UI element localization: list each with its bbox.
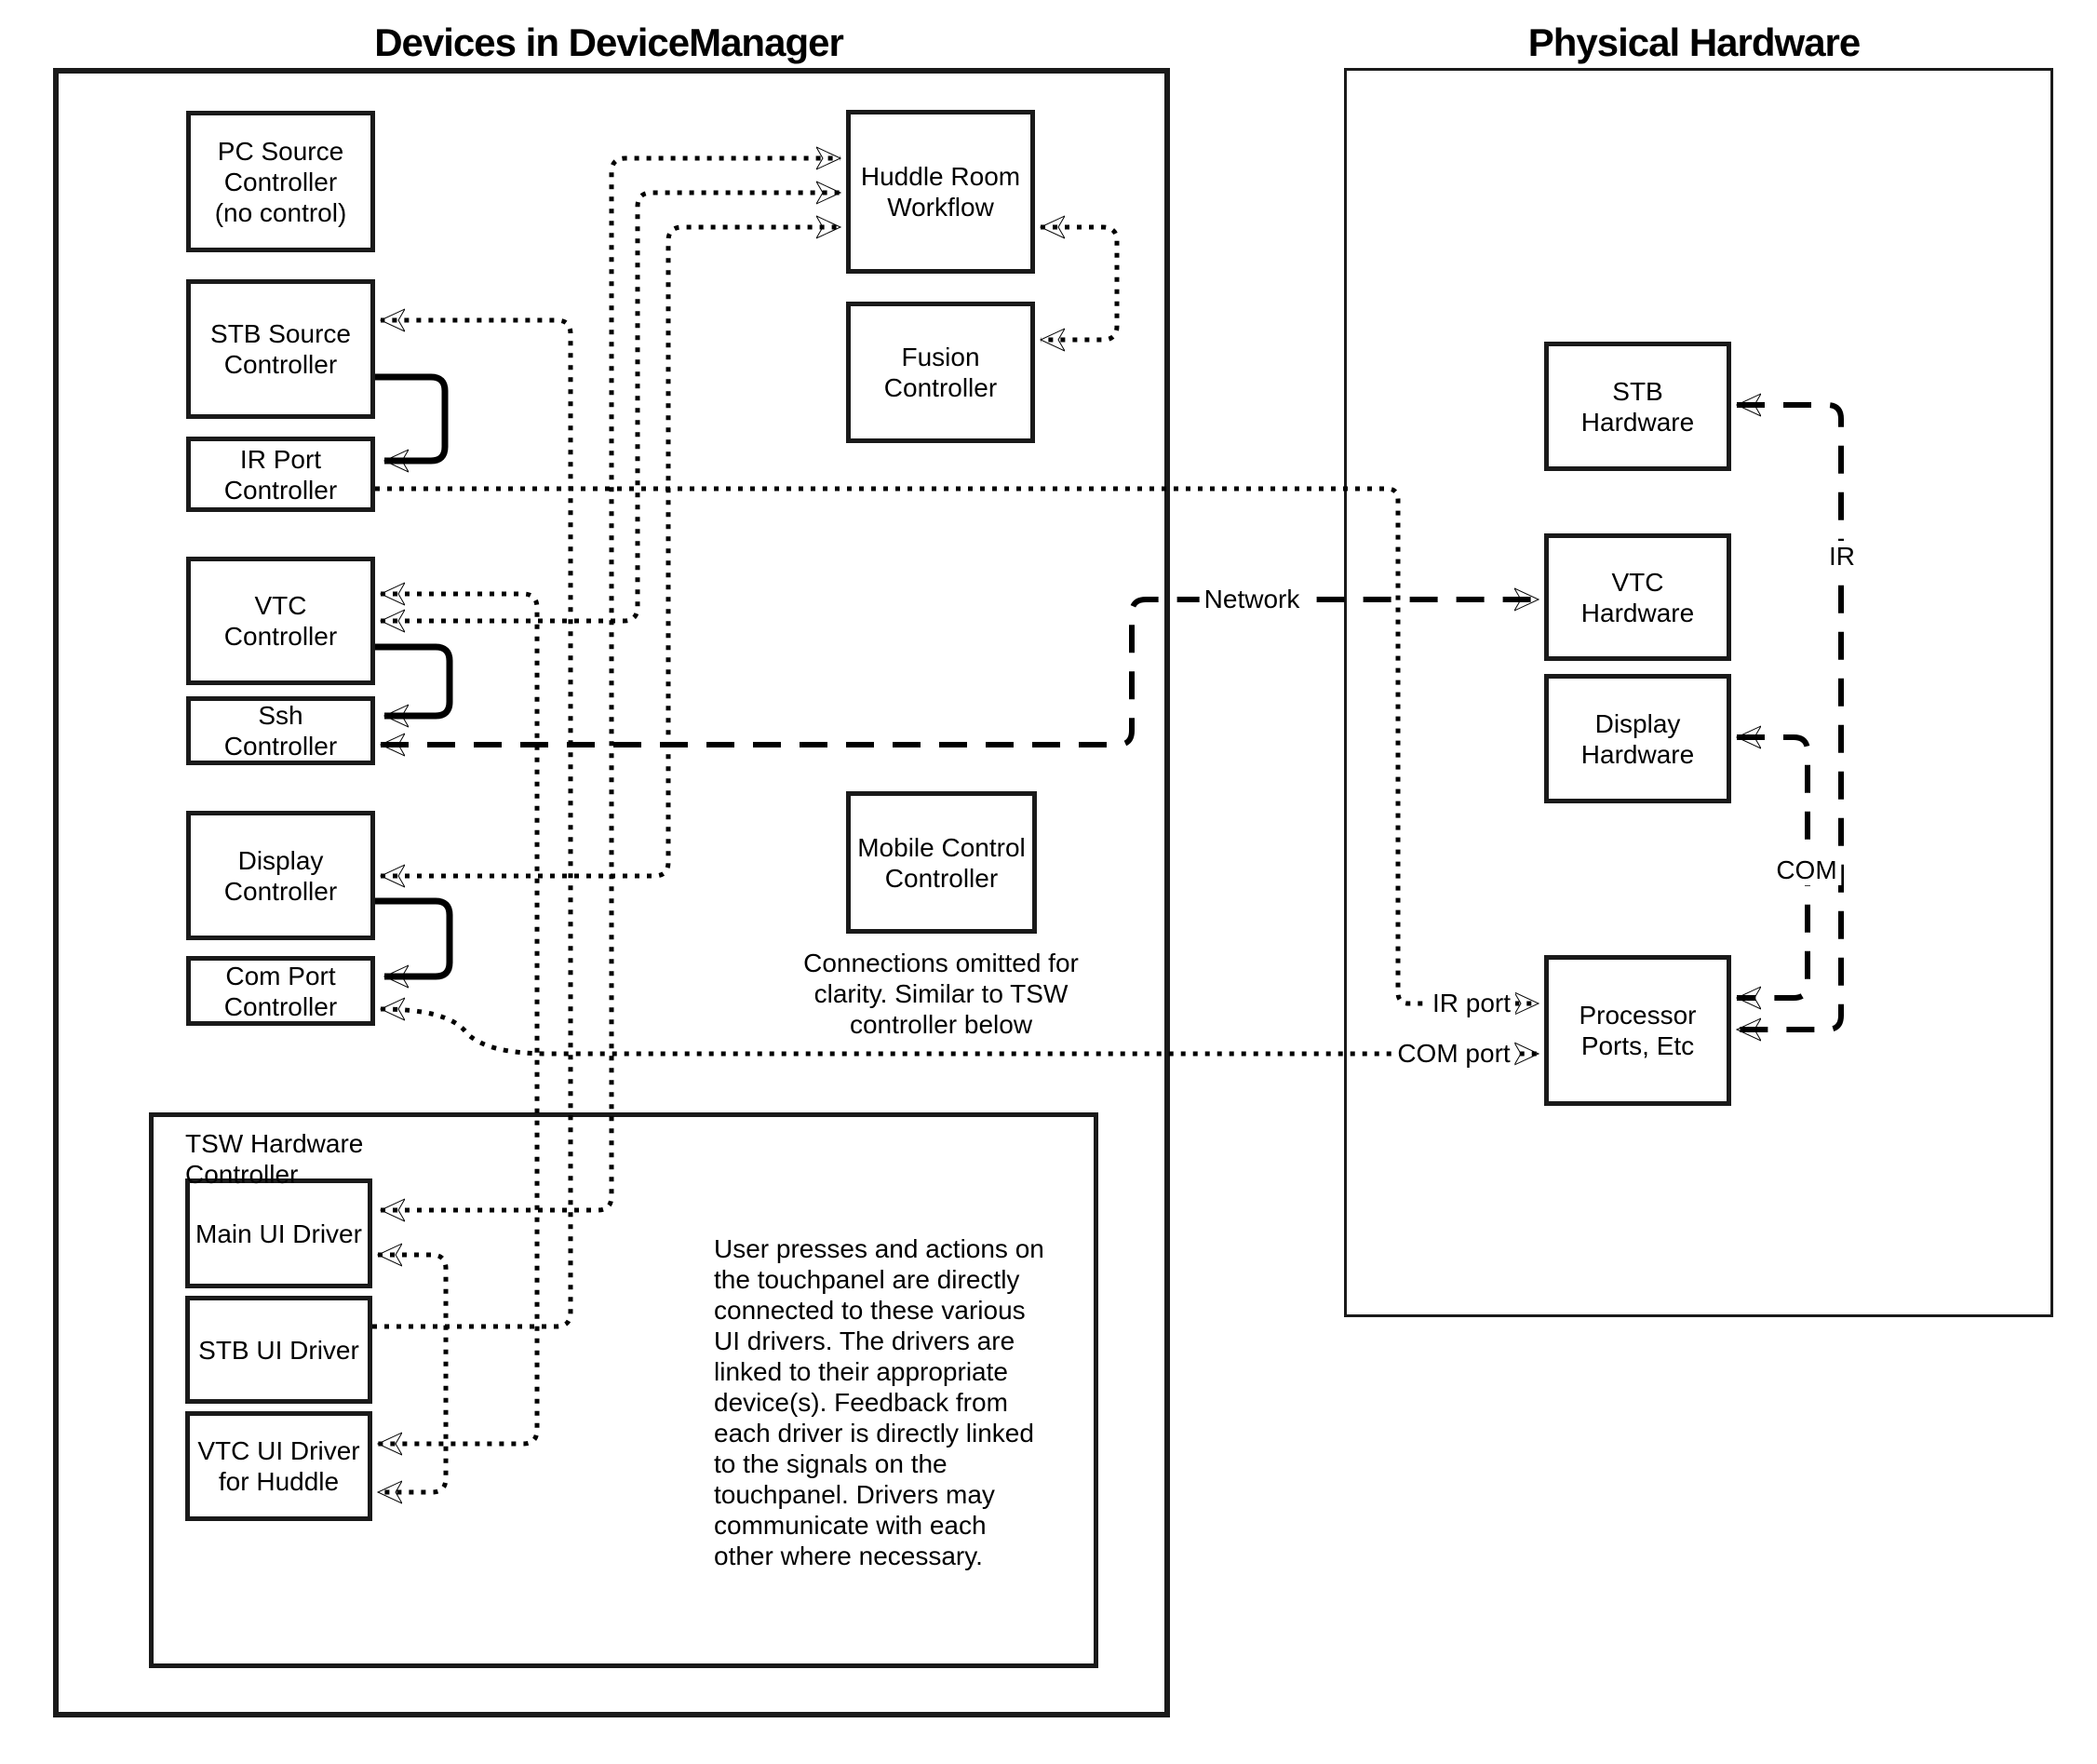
display-controller-label: Controller (223, 876, 338, 906)
pc-source-controller (186, 111, 375, 252)
fusion-controller (846, 302, 1035, 443)
fusion-controller-label: Controller (883, 373, 998, 402)
huddle-room-workflow-label: Huddle Room (860, 162, 1021, 191)
network-label-bg: Network (1200, 584, 1305, 614)
stb-source-controller-label: Controller (223, 350, 338, 379)
com-port-controller (186, 956, 375, 1026)
mobile-note (803, 948, 1079, 1040)
link-stb-hw-ir-processor (1737, 405, 1841, 1030)
main-ui-driver (185, 1178, 372, 1288)
tsw-label-text: Controller (185, 1160, 299, 1189)
vtc-hardware (1544, 533, 1731, 661)
link-stb-source-ir-port (375, 377, 445, 461)
stb-hardware-label: STB (1612, 376, 1663, 406)
mobile-note-text: clarity. Similar to TSW (813, 979, 1069, 1008)
network-label-text (1200, 584, 1305, 614)
tsw-paragraph-text: to the signals on the (714, 1449, 948, 1478)
com-label (1771, 855, 1841, 885)
link-display-com-port (375, 901, 450, 976)
com-port-controller-label: Controller (223, 991, 338, 1021)
processor-ports (1544, 955, 1731, 1106)
mobile-control-controller (846, 791, 1037, 934)
ir-port-controller-label: Controller (223, 475, 338, 505)
link-huddle-fusion (1041, 227, 1117, 340)
vtc-ui-driver-label: for Huddle (218, 1467, 340, 1496)
vtc-ui-driver (185, 1411, 372, 1521)
tsw-paragraph-text: connected to these various (714, 1296, 1026, 1325)
huddle-room-workflow-label: Workflow (887, 193, 994, 222)
tsw-paragraph-text: other where necessary. (714, 1542, 983, 1570)
huddle-room-workflow (846, 110, 1035, 274)
ir-label-text (1824, 541, 1860, 572)
ir-port-label-bg: IR port (1428, 988, 1515, 1018)
ir-label-bg: IR (1824, 541, 1860, 572)
display-hardware-label: Display (1594, 708, 1681, 738)
vtc-controller-label: Controller (223, 622, 338, 651)
vtc-hardware-label: VTC (1611, 567, 1664, 597)
ir-port-controller (186, 437, 375, 512)
link-vtc-ssh (375, 647, 450, 716)
mobile-note-text: controller below (849, 1010, 1033, 1039)
main-ui-driver-label: Main UI Driver (195, 1219, 362, 1248)
stb-hardware-label: Hardware (1580, 407, 1695, 437)
ssh-controller-label: Ssh (258, 701, 303, 730)
ir-port-controller-label: IR Port (239, 444, 322, 474)
tsw-paragraph-text: linked to their appropriate (714, 1357, 1008, 1386)
display-hardware (1544, 674, 1731, 803)
pc-source-controller-label: (no control) (214, 197, 347, 227)
stb-source-controller-label: STB Source (210, 319, 351, 348)
vtc-controller (186, 557, 375, 685)
mobile-note-text: Connections omitted for (803, 949, 1079, 977)
tsw-paragraph-text: the touchpanel are directly (714, 1265, 1020, 1294)
ssh-controller (186, 696, 375, 765)
tsw-paragraph-text: device(s). Feedback from (714, 1388, 1008, 1417)
link-stb-ui-to-stb-source (372, 320, 571, 1326)
stb-source-controller (186, 279, 375, 419)
devices-title: Devices in DeviceManager (374, 20, 843, 64)
com-label-bg: COM (1771, 855, 1841, 885)
stb-ui-driver-label: STB UI Driver (198, 1335, 359, 1365)
ir-label (1824, 541, 1860, 572)
tsw-paragraph-text: touchpanel. Drivers may (714, 1480, 995, 1509)
vtc-ui-driver-label: VTC UI Driver (197, 1436, 360, 1465)
ssh-controller-label: Controller (223, 732, 338, 761)
tsw-paragraph (714, 1233, 1044, 1571)
display-controller (186, 811, 375, 940)
com-label-text (1771, 855, 1841, 885)
pc-source-controller-label: Controller (223, 167, 338, 196)
tsw-label (185, 1128, 363, 1190)
tsw-paragraph-text: User presses and actions on (714, 1234, 1044, 1263)
display-hardware-label: Hardware (1580, 739, 1695, 769)
physical-hardware-title: Physical Hardware (1527, 20, 1861, 64)
stb-ui-driver (185, 1296, 372, 1404)
mobile-control-controller-label: Controller (884, 863, 999, 893)
link-main-ui-vtc-ui (378, 1255, 446, 1492)
vtc-controller-label: VTC (254, 591, 307, 620)
com-port-label-text (1392, 1038, 1514, 1069)
ir-port-label-text (1428, 988, 1515, 1018)
ir-port-label (1428, 988, 1515, 1018)
tsw-paragraph-text: communicate with each (714, 1511, 987, 1540)
com-port-controller-label: Com Port (225, 961, 336, 990)
tsw-paragraph-text: each driver is directly linked (714, 1419, 1034, 1448)
network-label (1200, 584, 1305, 614)
processor-ports-label: Ports, Etc (1580, 1031, 1695, 1060)
pc-source-controller-label: PC Source (217, 136, 344, 166)
link-vtc-vtc-ui (378, 594, 537, 1444)
fusion-controller-label: Fusion (901, 343, 980, 371)
com-port-label-bg: COM port (1392, 1038, 1514, 1069)
com-port-label (1392, 1038, 1514, 1069)
vtc-hardware-label: Hardware (1580, 598, 1695, 627)
display-controller-label: Display (237, 845, 324, 875)
processor-ports-label: Processor (1579, 1001, 1697, 1030)
mobile-control-controller-label: Mobile Control (857, 832, 1026, 862)
tsw-label-text: TSW Hardware (185, 1129, 364, 1158)
stb-hardware (1544, 342, 1731, 471)
tsw-paragraph-text: UI drivers. The drivers are (714, 1326, 1015, 1355)
